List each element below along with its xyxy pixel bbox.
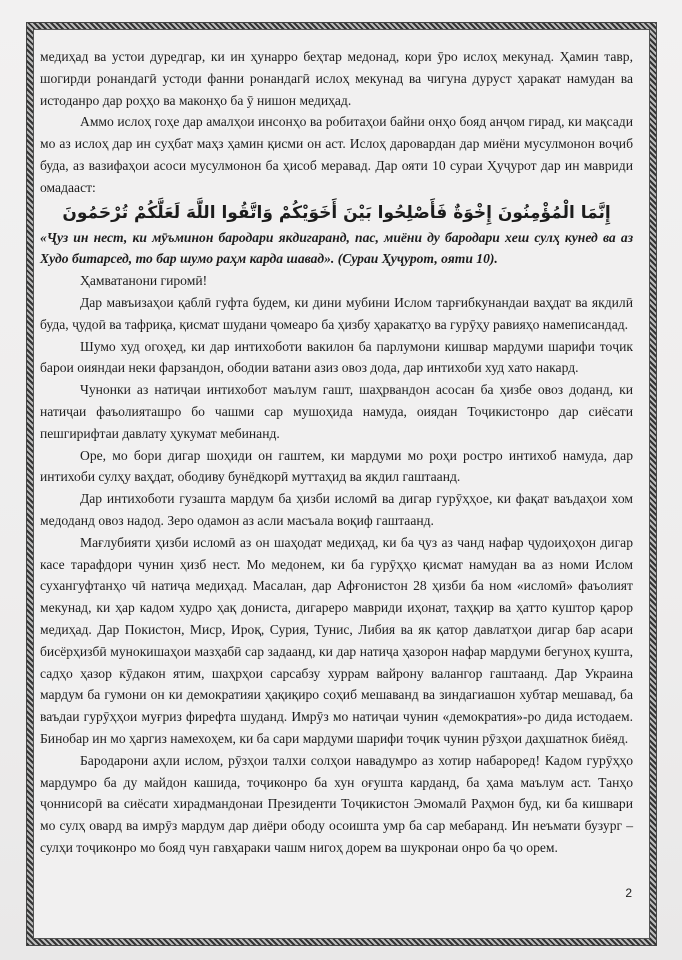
paragraph-5: Шумо худ огоҳед, ки дар интихоботи вакилон ба парлумони кишвар мардуми шарифи тоҷик барои оияндаи неки фарзандон, ободии ватани азиз овоз дода, дар интихоби худ хато накард.: [40, 338, 633, 376]
paragraph-7: Оре, мо бори дигар шоҳиди он гаштем, ки мардуми мо роҳи ростро интихоб намуда, дар интихоби сулҳу ваҳдат, ободиву бунёдкорӣ муттаҳид ва якдил гаштаанд.: [40, 447, 633, 485]
paragraph-8: Дар интихоботи гузашта мардум ба ҳизби исломӣ ва дигар гурӯҳҳое, ки фақат ваъдаҳои хом медоданд овоз надод. Зеро одамон аз асли масъала воқиф гаштаанд.: [40, 491, 633, 528]
arabic-verse: إِنَّمَا الْمُؤْمِنُونَ إِخْوَةٌ فَأَصْلِحُوا بَيْنَ أَخَوَيْكُمْ وَاتَّقُوا اللَّهَ لَعَلَّكُمْ تُرْحَمُونَ: [62, 202, 611, 223]
page-number: 2: [625, 886, 632, 900]
paragraph-4: Дар мавъизаҳои қаблӣ гуфта будем, ки дини мубини Ислом тарғибкунандаи ваҳдат ва якдилӣ буда, ҷудоӣ ва тафриқа, қисмат шудани ҷомеаро ба ҳизбу ҳаракатҳо ва гурӯҳу равияҳо намеписандад.: [40, 294, 633, 332]
greeting: Ҳамватанони гиромӣ!: [80, 273, 208, 289]
document-body: [40, 46, 633, 859]
paragraph-9: Мағлубияти ҳизби исломӣ аз он шаҳодат медиҳад, ки ба ҷуз аз чанд нафар ҷудоиҳоҳон дигар касе тарафдори чунин ҳизб нест. Мо медонем, ки ба гурӯҳҳо қисмат намудан ва аз номи Ислом сухангуфтанҳо чӣ натиҷа медиҳад. Масалан, дар Афғонистон 28 ҳизби ба ном «исломӣ» фаъолият мекунад, ки ҳар кадом худро ҳақ дониста, дигареро мавриди иҳонат, таҳқир ва ҳатто куштор қарор медиҳад. Дар Покистон, Миср, Ироқ, Сурия, Тунис, Либия ва як қатор давлатҳои дигар бар асари бисёрҳизбӣ мунокишаҳои мазҳабӣ сар задаанд, ки дар натиҷа ҳазорон нафар мардуми бегуноҳ кушта, садҳо ҳазор кӯдакон ятим, шаҳрҳои сарсабзу хуррам вайрону валангор гаштаанд. Дар Украина мардум ба гумони он ки демократияи ҳақиқиро соҳиб мешаванд ва зиндагиашон хубтар мешавад, ба ваъдаи гурӯҳҳои муғриз фирефта шуданд. Имрӯз мо натиҷаи чунин «демократия»-ро дида истодаем. Бинобар ин мо ҳаргиз намехоҳем, ки ба сари мардуми шарифи тоҷик чунин рӯзҳои даҳшатнок биёяд.: [40, 534, 633, 746]
paragraph-1: медиҳад ва устои дуредгар, ки ин ҳунарро беҳтар медонад, кори ӯро ислоҳ мекунад. Ҳамин тавр, шогирди ронандагӣ устоди фанни ронандагӣ ислоҳ мекунад ва чигуна дуруст ҳаракат намудан ва истоданро дар роҳҳо ва маконҳо ба ӯ нишон медиҳад.: [40, 49, 633, 108]
paragraph-6: Чунонки аз натиҷаи интихобот маълум гашт, шаҳрвандон асосан ба ҳизбе овоз доданд, ки натиҷаи фаъолияташро бо чашми сар мушоҳида намуда, оиядан Тоҷикистонро дар сиёсати пешгирифтаи давлату ҳукумат мебинанд.: [40, 382, 633, 441]
paragraph-10: Бародарони аҳли ислом, рӯзҳои талхи солҳои навадумро аз хотир набароред! Кадом гурӯҳҳо мардумро ба ду майдон кашида, тоҷиконро ба хун оғушта карданд, ба ҳама маълум аст. Танҳо ҷоннисорӣ ва сиёсати хирадмандонаи Президенти Тоҷикистон Эмомалӣ Раҳмон буд, ки ба кишвари мо сулҳ овард ва имрӯз мардум дар диёри ободу осоишта умр ба сар мебаранд. Ин неъмати бузург – сулҳи тоҷиконро мо бояд чун гавҳараки чашм нигоҳ дорем ва шукронаи онро ба ҷо орем.: [40, 752, 633, 855]
paragraph-2: Аммо ислоҳ гоҳе дар амалҳои инсонҳо ва робитаҳои байни онҳо бояд анҷом гирад, ки мақсади мо аз ислоҳ дар ин суҳбат маҳз ҳамин қисми он аст. Ислоҳ даровардан дар миёни мусулмонон воҷиб буда, аз вазифаҳои асоси мусулмонон ба ҳисоб меравад. Дар ояти 10 сураи Ҳуҷурот дар ин мавриди омадааст:: [40, 114, 633, 195]
verse-translation-quote: «Ҷуз ин нест, ки мӯъминон бародари якдигаранд, пас, миёни ду бародари хеш сулҳ кунед ва аз Худо битарсед, то бар шумо раҳм карда шавад». (Сураи Ҳуҷурот, ояти 10).: [40, 229, 633, 267]
